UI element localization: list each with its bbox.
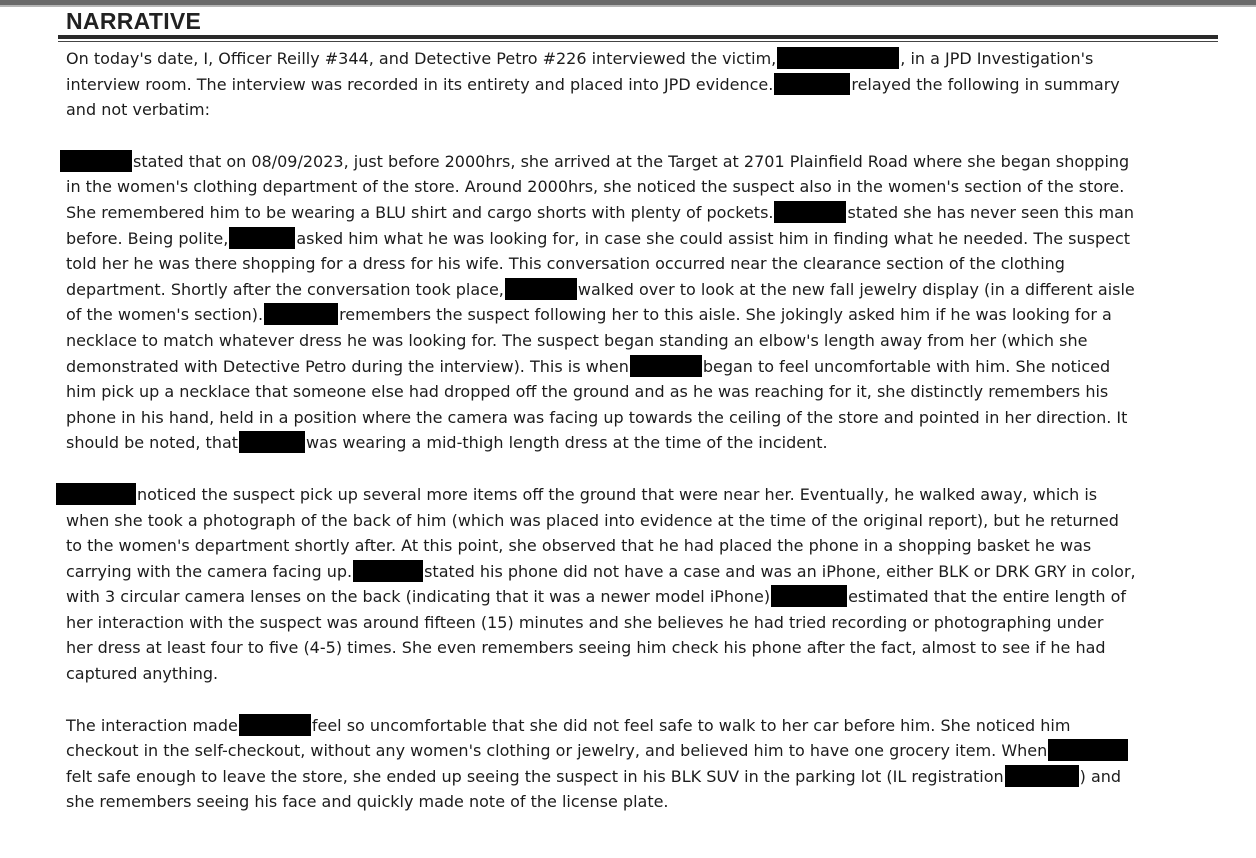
text-line: [66, 72, 1216, 98]
narrative-paragraph: [66, 46, 1216, 123]
redaction-block: [264, 303, 338, 325]
text-segment: with 3 circular camera lenses on the back (indicating that it was a newer model iPhone): [66, 587, 771, 607]
text-line: [66, 277, 1216, 303]
text-segment: stated that on 08/09/2023, just before 2000hrs, she arrived at the Target at 2701 Plainfield Road where she began shopping: [133, 151, 1130, 171]
text-segment: of the women's section).: [66, 305, 264, 325]
narrative-body: [66, 46, 1216, 815]
text-segment: remembers the suspect following her to this aisle. She jokingly asked him if he was looking for a: [339, 305, 1112, 325]
text-segment: felt safe enough to leave the store, she ended up seeing the suspect in his BLK SUV in the parking lot (IL registration: [66, 766, 1004, 786]
text-line: [66, 379, 1216, 405]
text-segment: before. Being polite,: [66, 228, 229, 248]
text-line: [66, 738, 1216, 764]
redaction-block: [1005, 765, 1079, 787]
text-segment: stated she has never seen this man: [847, 202, 1135, 222]
text-segment: was wearing a mid-thigh length dress at the time of the incident.: [306, 433, 828, 453]
text-segment: she remembers seeing his face and quickly made note of the license plate.: [66, 792, 669, 812]
text-line: [66, 149, 1216, 175]
text-segment: The interaction made: [66, 715, 238, 735]
redaction-block: [630, 355, 702, 377]
top-edge-shadow: [0, 5, 1256, 7]
text-segment: necklace to match whatever dress he was looking for. The suspect began standing an elbow's length away from her (which she: [66, 330, 1088, 350]
heading-rule-thin: [58, 41, 1218, 42]
redaction-block: [60, 150, 132, 172]
text-segment: interview room. The interview was recorded in its entirety and placed into JPD evidence.: [66, 74, 774, 94]
text-line: [66, 251, 1216, 277]
text-segment: walked over to look at the new fall jewelry display (in a different aisle: [577, 279, 1135, 299]
text-line: [66, 302, 1216, 328]
text-segment: should be noted, that: [66, 433, 239, 453]
text-line: [66, 46, 1216, 72]
redaction-block: [777, 47, 899, 69]
text-segment: department. Shortly after the conversation took place,: [66, 279, 504, 299]
text-segment: , in a JPD Investigation's: [900, 49, 1094, 68]
text-segment: demonstrated with Detective Petro during the interview). This is when: [66, 356, 629, 376]
text-line: [66, 430, 1216, 456]
text-segment: and not verbatim:: [66, 100, 211, 120]
text-segment: in the women's clothing department of the store. Around 2000hrs, she noticed the suspect also in the women's section of the store.: [66, 177, 1125, 197]
section-title: NARRATIVE: [66, 8, 202, 34]
redaction-block: [229, 227, 295, 249]
text-segment: estimated that the entire length of: [848, 587, 1127, 607]
text-line: [66, 328, 1216, 354]
text-segment: She remembered him to be wearing a BLU shirt and cargo shorts with plenty of pockets.: [66, 202, 774, 222]
text-line: [66, 789, 1216, 815]
text-segment: noticed the suspect pick up several more items off the ground that were near her. Eventually, he walked away, which is: [137, 484, 1098, 504]
text-segment: checkout in the self-checkout, without any women's clothing or jewelry, and believed him to have one grocery item. When: [66, 741, 1048, 761]
text-line: [66, 174, 1216, 200]
redaction-block: [239, 431, 305, 453]
narrative-paragraph: [66, 713, 1216, 815]
narrative-paragraph: [66, 482, 1216, 687]
text-line: [66, 354, 1216, 380]
redaction-block: [505, 278, 577, 300]
redaction-block: [774, 201, 846, 223]
text-segment: her interaction with the suspect was around fifteen (15) minutes and she believes he had tried recording or photographing under: [66, 612, 1104, 632]
redaction-block: [239, 714, 311, 736]
text-segment: stated his phone did not have a case and was an iPhone, either BLK or DRK GRY in color,: [424, 561, 1136, 581]
text-line: [66, 97, 1216, 123]
text-segment: told her he was there shopping for a dress for his wife. This conversation occurred near the clearance section of the clothing: [66, 254, 1065, 274]
text-segment: carrying with the camera facing up.: [66, 561, 353, 581]
text-line: [66, 635, 1216, 661]
text-line: [66, 584, 1216, 610]
redaction-block: [56, 483, 136, 505]
text-segment: asked him what he was looking for, in case she could assist him in finding what he needed. The suspect: [296, 228, 1131, 248]
text-line: [66, 405, 1216, 431]
text-line: [66, 533, 1216, 559]
text-segment: phone in his hand, held in a position where the camera was facing up towards the ceiling of the store and pointed in her direction. It: [66, 407, 1128, 427]
text-line: [66, 482, 1216, 508]
redaction-block: [771, 585, 847, 607]
text-segment: On today's date, I, Officer Reilly #344, and Detective Petro #226 interviewed the victim,: [66, 49, 777, 68]
redaction-block: [353, 560, 423, 582]
text-line: [66, 610, 1216, 636]
text-line: [66, 508, 1216, 534]
text-line: [66, 226, 1216, 252]
redaction-block: [1048, 739, 1128, 761]
text-segment: him pick up a necklace that someone else had dropped off the ground and as he was reaching for it, she distinctly remembers his: [66, 382, 1109, 402]
text-segment: feel so uncomfortable that she did not feel safe to walk to her car before him. She noticed him: [311, 715, 1071, 735]
text-line: [66, 200, 1216, 226]
text-line: [66, 764, 1216, 790]
narrative-paragraph: [66, 149, 1216, 456]
text-segment: relayed the following in summary: [851, 74, 1120, 94]
text-segment: captured anything.: [66, 664, 219, 684]
text-line: [66, 661, 1216, 687]
heading-rule-thick: [58, 35, 1218, 39]
text-segment: when she took a photograph of the back of him (which was placed into evidence at the time of the original report), but he returned: [66, 510, 1119, 530]
text-segment: to the women's department shortly after. At this point, she observed that he had placed the phone in a shopping basket he was: [66, 536, 1092, 556]
text-segment: ) and: [1079, 766, 1122, 786]
text-segment: began to feel uncomfortable with him. She noticed: [702, 356, 1111, 376]
text-line: [66, 713, 1216, 739]
text-line: [66, 559, 1216, 585]
text-segment: her dress at least four to five (4-5) times. She even remembers seeing him check his phone after the fact, almost to see if he had: [66, 638, 1106, 658]
redaction-block: [774, 73, 850, 95]
